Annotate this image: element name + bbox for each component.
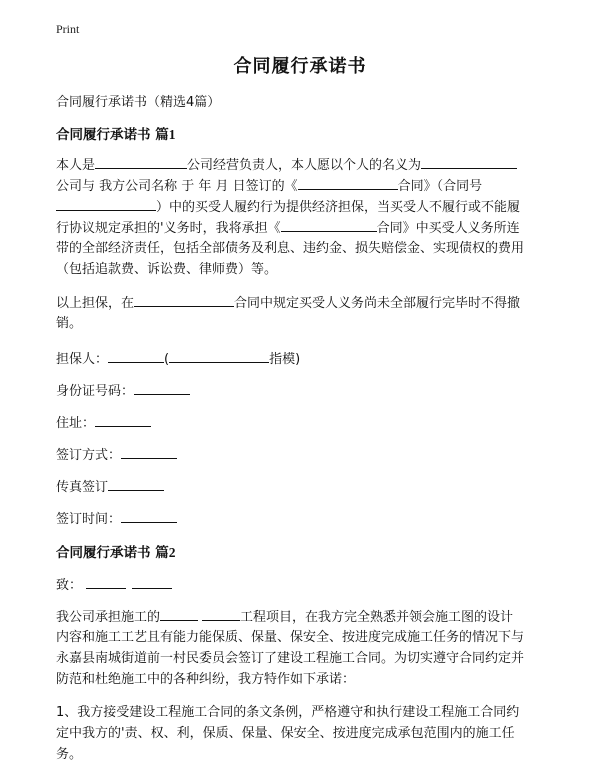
blank-field (95, 154, 187, 169)
guarantor-end: 指模) (269, 352, 301, 367)
s2-item1-line2: 定中我方的'责、权、利，保质、保量、保安全、按进度完成承包范围内的施工任 (56, 726, 515, 741)
s1-para2-line2: 销。 (56, 316, 83, 331)
section-2-heading (56, 542, 556, 564)
s2-para1-line4: 防范和杜绝施工中的各种纠纷，我方特作如下承诺： (56, 672, 356, 687)
id-number-line (56, 380, 556, 402)
s2-item1-line3: 务。 (56, 747, 83, 762)
fax-sign-blank (108, 476, 164, 491)
s1-p2-l1-b: 合同中规定买受人义务尚未全部履行完毕时不得撤 (234, 296, 521, 311)
id-number-label: 身份证号码： (56, 384, 135, 399)
s1-para1-line3 (56, 196, 556, 218)
sign-method-label: 签订方式： (56, 448, 122, 463)
to-blank (132, 574, 172, 589)
fax-sign-line (56, 476, 556, 498)
s2-para1-line3: 永嘉县南城街道前一村民委员会签订了建设工程施工合同。为切实遵守合同约定并 (56, 651, 525, 666)
blank-field (56, 196, 156, 211)
s2-para1-line1 (56, 606, 556, 628)
sign-time-label: 签订时间： (56, 512, 122, 527)
blank-field (281, 217, 377, 232)
guarantor-line (56, 348, 556, 370)
blank-field (421, 154, 517, 169)
blank-field (160, 606, 198, 621)
s1-para1-line4 (56, 217, 556, 239)
section-1-heading-number: 1 (168, 127, 176, 142)
guarantor-blank (108, 348, 164, 363)
to-line (56, 574, 556, 596)
s1-p1-l1-a: 本人是 (56, 158, 96, 173)
s1-p2-l1-a: 以上担保，在 (56, 296, 135, 311)
blank-field (298, 175, 398, 190)
s2-p1-l1-b: 工程项目，在我方完全熟悉并领会施工图的设计 (240, 610, 514, 625)
id-number-blank (134, 380, 190, 395)
s1-p1-l2-b: 合同》（合同号 (397, 179, 483, 194)
sign-time-line (56, 508, 556, 530)
print-label: Print (56, 22, 80, 36)
s2-item1-line1: 1、我方接受建设工程施工合同的条文条例，严格遵守和执行建设工程施工合同约 (56, 705, 520, 720)
s1-para1-line2 (56, 175, 556, 197)
s1-para1-line6: （包括追款费、诉讼费、律师费）等。 (56, 262, 278, 277)
sign-method-blank (121, 444, 177, 459)
s1-p1-l4-b: 合同》中买受人义务所连 (376, 221, 520, 236)
guarantor-paren: ( (164, 352, 170, 367)
s1-p1-l2-a: 公司与 我方公司名称 于 年 月 日签订的《 (56, 179, 298, 194)
document-subtitle: 合同履行承诺书（精选4篇） (56, 95, 221, 110)
s1-p1-l3-a: ）中的买受人履约行为提供经济担保，当买受人不履行或不能履 (156, 200, 521, 215)
fingerprint-blank (169, 348, 269, 363)
s1-para1-line5: 带的全部经济责任，包括全部债务及利息、违约金、损失赔偿金、实现债权的费用 (56, 241, 525, 256)
s1-p1-l4: 行协议规定承担的'义务时，我将承担《 (56, 221, 281, 236)
s1-p1-l1-b: 公司经营负责人，本人愿以个人的名义为 (187, 158, 422, 173)
section-2-heading-text: 合同履行承诺书 篇 (56, 545, 169, 561)
address-label: 住址： (56, 416, 96, 431)
section-2-heading-number: 2 (168, 545, 176, 560)
sign-time-blank (121, 508, 177, 523)
guarantor-label: 担保人： (56, 352, 109, 367)
blank-field (202, 606, 240, 621)
s1-para2-line1 (56, 292, 556, 314)
address-line (56, 412, 556, 434)
to-blank (86, 574, 126, 589)
section-1-heading-text: 合同履行承诺书 篇 (56, 127, 169, 143)
s2-para1-line2: 内容和施工工艺且有能力能保质、保量、保安全、按进度完成施工任务的情况下与 (56, 630, 525, 645)
sign-method-line (56, 444, 556, 466)
section-1-heading (56, 124, 556, 146)
blank-field (134, 292, 234, 307)
document-title: 合同履行承诺书 (233, 56, 367, 77)
to-label: 致： (56, 578, 83, 593)
s1-para1-line1 (56, 154, 556, 176)
s2-p1-l1-a: 我公司承担施工的 (56, 610, 161, 625)
fax-sign-label: 传真签订 (56, 480, 109, 495)
address-blank (95, 412, 151, 427)
